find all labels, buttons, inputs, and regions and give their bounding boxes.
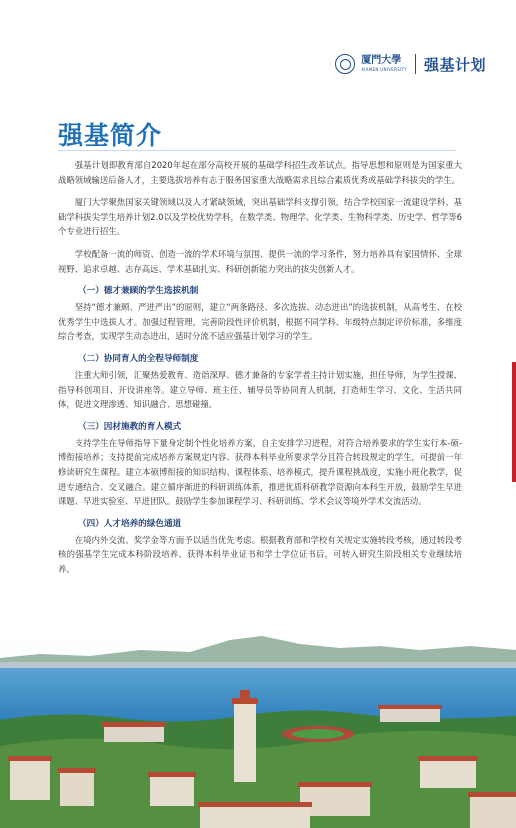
building (200, 806, 310, 828)
intro-paragraph: 学校配备一流的师资、创造一流的学术环境与氛围、提供一流的学习条件，努力培养具有家国情怀、全球视野、追求卓越、志存高远、学术基础扎实、科研创新能力突出的拔尖创新人才。 (58, 248, 462, 274)
header-divider (415, 54, 416, 74)
tower-building (234, 702, 256, 782)
building (420, 760, 476, 788)
section-heading: （三）因材施教的育人模式 (78, 421, 182, 432)
building-roof (148, 772, 196, 777)
section-paragraph: 在境内外交流、奖学金等方面予以适当优先考虑。根据教育部和学校有关规定实施转段考核，通过转段考核的强基学生完成本科阶段培养、获得本科毕业证书和学士学位证书后，可转入研究生阶段相关专业继续培养。 (58, 534, 462, 574)
intro-paragraph: 厦门大学聚焦国家关键领域以及人才紧缺领域，突出基础学科支撑引领，结合学校国家一流建设学科、基础学科拔尖学生培养计划2.0以及学校优势学科，在数学类、物理学、化学类、生物科学类、历史学、哲学等6个专业进行招生。 (58, 197, 462, 237)
section-heading: （四）人才培养的绿色通道 (78, 518, 182, 529)
university-seal-icon (335, 54, 355, 74)
building-roof (298, 782, 372, 787)
section-paragraph: 坚持“德才兼顾、严进严出”的原则，建立“两条路径、多次选拔、动态进出”的选拔机制，从高考生、在校优秀学生中选拔人才。加强过程管理，完善阶段性评价机制，根据不同学科、年级特点制定评价标准，多维度综合考查，实现学生动态进出，适时分流不适应强基计划学习的学生。 (58, 302, 462, 342)
building-roof (468, 792, 516, 797)
building-roof (102, 722, 166, 727)
page-title: 强基简介 (58, 121, 163, 150)
title-divider (58, 150, 456, 151)
building-roof (378, 705, 442, 709)
header-brand (335, 50, 486, 78)
article-body (58, 158, 462, 584)
university-logotype (361, 56, 407, 72)
university-name-en: XIAMEN UNIVERSITY (361, 67, 407, 72)
building-roof (418, 756, 478, 761)
university-name-cn: 厦門大學 (361, 55, 402, 66)
stadium-field (292, 729, 344, 739)
building (60, 772, 94, 806)
building-roof (198, 802, 312, 807)
building (380, 708, 440, 722)
building (104, 726, 164, 742)
building (470, 796, 516, 828)
building-roof (8, 756, 52, 761)
campus-illustration (0, 636, 516, 828)
campus-photo (0, 636, 516, 828)
building-roof (58, 768, 96, 773)
building (10, 760, 50, 800)
program-name: 强基计划 (423, 55, 486, 74)
side-accent-tab (512, 362, 516, 482)
building (150, 776, 194, 806)
section-heading: （二）协同育人的全程导师制度 (78, 353, 199, 364)
section-paragraph: 支持学生在导师指导下量身定制个性化培养方案，自主安排学习进程，对符合培养要求的学生实行本-硕-博衔接培养；支持提前完成培养方案规定内容、获得本科毕业所要求学分且符合转段规定的学生，可提前一年修读研究生课程。建立本硕博衔接的知识结构、课程体系、培养模式，提升课程挑战度，实施小班化教学，促进专通结合、交叉融合。建立循序渐进的科研训练体系，推进优质科研教学资源向本科生开放，鼓励学生早进课题、早进实验室、早进团队。鼓励学生参加课程学习、科研训练、学术会议等境外学术交流活动。 (58, 437, 462, 507)
tower-top (240, 690, 250, 699)
building (300, 786, 370, 816)
intro-paragraph: 强基计划即教育部自2020年起在部分高校开展的基础学科招生改革试点。指导思想和原则是为国家重大战略领域输送后备人才，主要选拔培养有志于服务国家重大战略需求且综合素质优秀或基础学科拔尖的学生。 (58, 160, 462, 185)
section-paragraph: 注重大师引领，汇聚热爱教育、造诣深厚、德才兼备的专家学者主持计划实施，担任导师，为学生授课、指导科创项目、开设讲座等。建立导师、班主任、辅导员等协同育人机制，打造师生学习、文化、生活共同体，促进文理渗透、知识融合、思想碰撞。 (58, 369, 462, 410)
section-heading: （一）德才兼顾的学生选拔机制 (78, 286, 199, 297)
